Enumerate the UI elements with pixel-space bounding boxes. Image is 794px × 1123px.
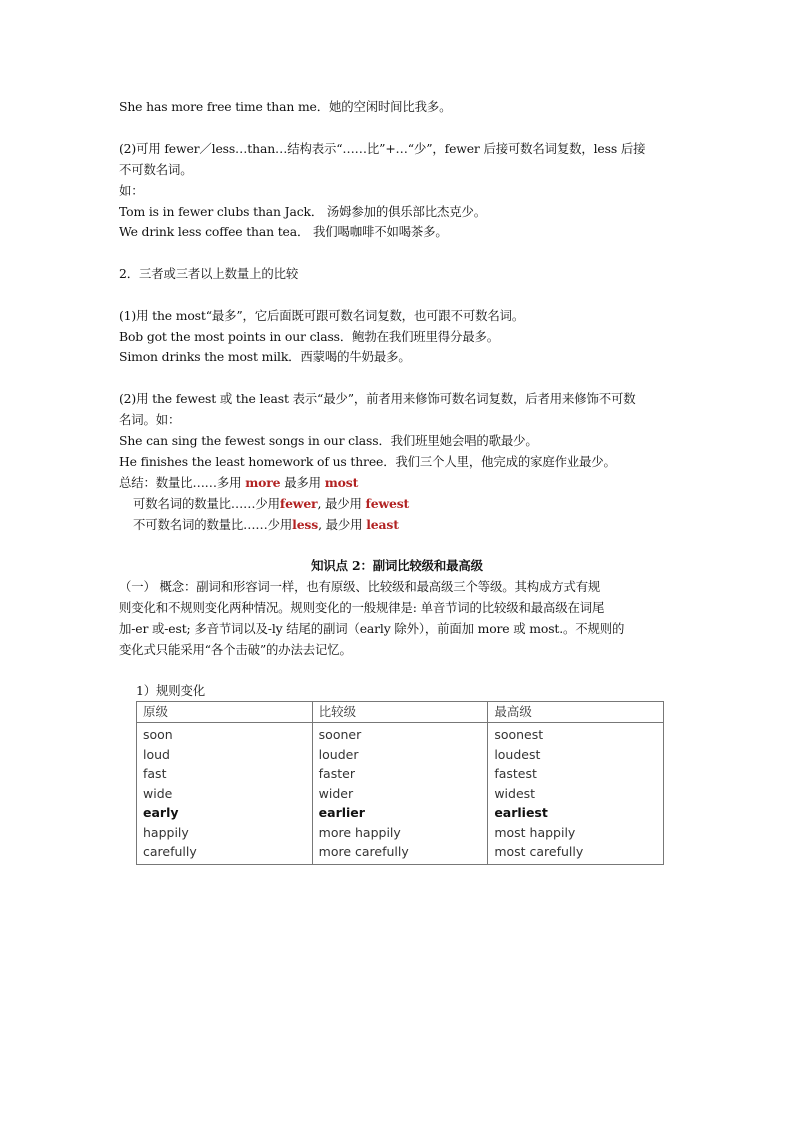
table-cell: early [137,803,313,823]
table-cell: most happily [488,823,664,843]
summary-text: 可数名词的数量比……少用 [133,496,280,511]
table-cell: louder [312,745,488,765]
line-bob-example: Bob got the most points in our class．鲍勃在我们班里得分最多。 [119,329,499,344]
header-superlative: 最高级 [488,702,664,723]
line-the-most-rule: (1)用 the most“最多”，它后面既可跟可数名词复数，也可跟不可数名词。 [119,308,525,323]
table-cell: loudest [488,745,664,765]
table-cell: fast [137,764,313,784]
table-cell: soon [137,723,313,745]
table-header-row [137,702,664,723]
line-fewer-less-rule-cont: 不可数名词。 [119,162,193,177]
table-cell: more carefully [312,842,488,864]
summary-keyword-most: most [324,475,359,490]
concept-paragraph-3: 加-er 或-est; 多音节词以及-ly 结尾的副词（early 除外），前面加 more 或 most.。不规则的 [119,621,625,636]
table-cell: faster [312,764,488,784]
concept-paragraph-2: 则变化和不规则变化两种情况。规则变化的一般规律是: 单音节词的比较级和最高级在词尾 [119,600,605,615]
summary-keyword-least: least [366,517,399,532]
header-comparative: 比较级 [312,702,488,723]
line-fewer-less-rule: (2)可用 fewer／less…than…结构表示“……比”+…“少”，fewer 后接可数名词复数，less 后接 [119,141,646,156]
table-cell: carefully [137,842,313,864]
line-he-finishes-example: He finishes the least homework of us three．我们三个人里，他完成的家庭作业最少。 [119,454,616,469]
table-cell: most carefully [488,842,664,864]
table-row [137,723,664,745]
adverb-comparison-table [136,701,664,865]
line-coffee-example: We drink less coffee than tea． 我们喝咖啡不如喝茶多。 [119,224,448,239]
summary-text: , 最少用 [317,496,362,511]
table-cell: loud [137,745,313,765]
table-cell: soonest [488,723,664,745]
section-title: 知识点 2：副词比较级和最高级 [311,558,483,573]
header-positive: 原级 [137,702,313,723]
table-cell: widest [488,784,664,804]
summary-row-fewer [133,494,409,514]
line-she-sings-example: She can sing the fewest songs in our class．我们班里她会唱的歌最少。 [119,433,538,448]
summary-keyword-fewer: fewer [279,496,318,511]
summary-row-less [133,515,399,535]
summary-keyword-fewest: fewest [365,496,410,511]
concept-paragraph-1: （一） 概念：副词和形容词一样，也有原级、比较级和最高级三个等级。其构成方式有规 [119,579,601,594]
table-cell: earlier [312,803,488,823]
table-cell: fastest [488,764,664,784]
table-cell: more happily [312,823,488,843]
concept-paragraph-4: 变化式只能采用“各个击破”的办法去记忆。 [119,642,352,657]
line-fewest-least-rule: (2)用 the fewest 或 the least 表示“最少”，前者用来修饰可数名词复数，后者用来修饰不可数 [119,391,636,406]
line-she-has-more: She has more free time than me．她的空闲时间比我多。 [119,99,452,114]
summary-keyword-more: more [245,475,281,490]
summary-text: , 最少用 [318,517,363,532]
table-row [137,842,664,864]
summary-row-more [119,473,358,493]
table-row [137,803,664,823]
table-row [137,784,664,804]
line-three-or-more-heading: 2．三者或三者以上数量上的比较 [119,266,299,281]
table-row [137,764,664,784]
table-cell: earliest [488,803,664,823]
table-row [137,823,664,843]
line-fewest-least-rule-cont: 名词。如： [119,412,181,427]
summary-text: 总结：数量比……多用 [119,475,242,490]
line-example-label: 如： [119,183,144,198]
summary-keyword-less: less [292,517,319,532]
regular-change-subheading: 1）规则变化 [136,683,205,698]
table-cell: wider [312,784,488,804]
line-simon-example: Simon drinks the most milk．西蒙喝的牛奶最多。 [119,349,411,364]
table-row [137,745,664,765]
line-tom-example: Tom is in fewer clubs than Jack． 汤姆参加的俱乐部比杰克少。 [119,204,486,219]
summary-text: 不可数名词的数量比……少用 [133,517,293,532]
table-cell: sooner [312,723,488,745]
table-cell: happily [137,823,313,843]
summary-text: 最多用 [284,475,321,490]
table-cell: wide [137,784,313,804]
